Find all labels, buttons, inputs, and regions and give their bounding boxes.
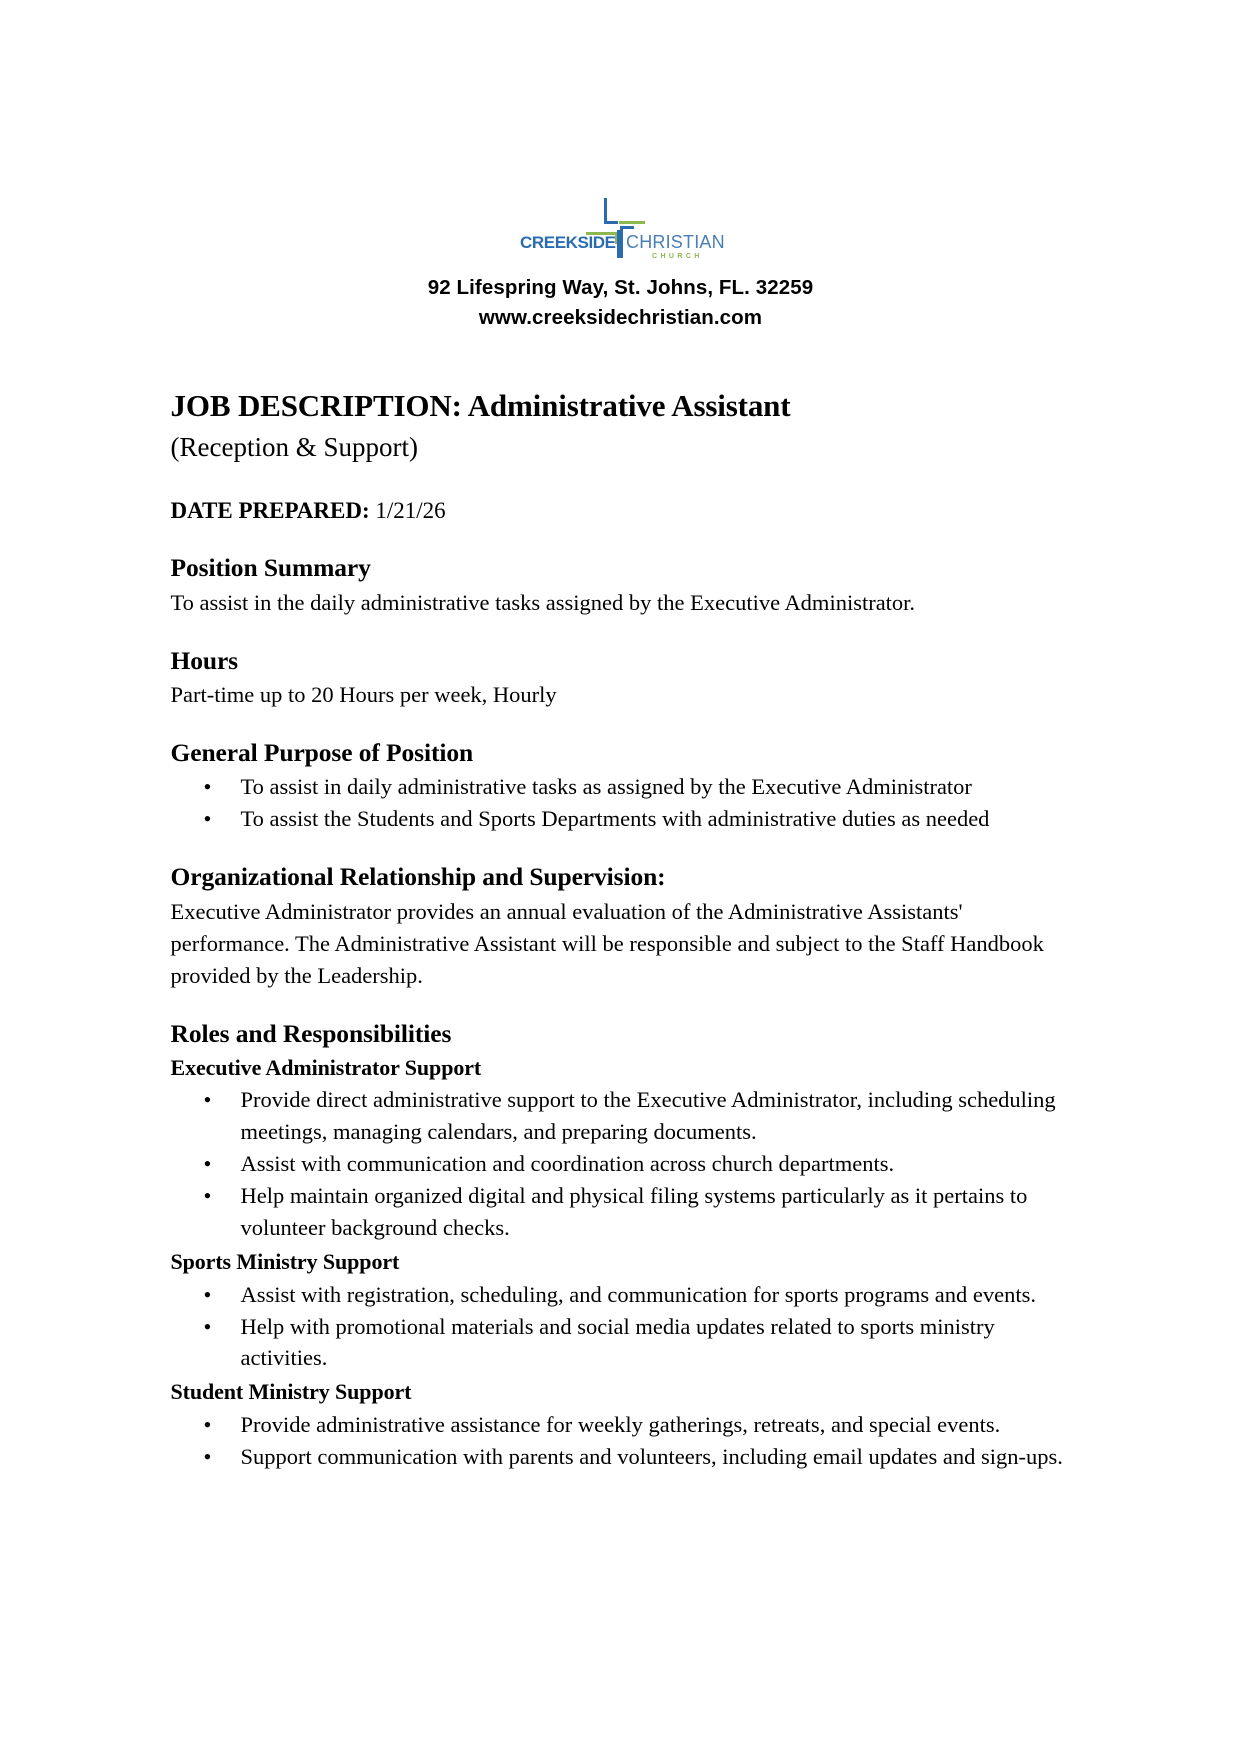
list-item-label: Help maintain organized digital and physical filing systems particularly as it pertains to volunteer background checks.	[240, 1183, 1028, 1241]
bullet-icon: •	[203, 806, 212, 832]
list-executive-administrator-support	[171, 1084, 1081, 1244]
list-item	[171, 1279, 1081, 1311]
bullet-icon: •	[203, 1183, 212, 1209]
heading-roles-responsibilities: Roles and Responsibilities	[170, 1018, 452, 1048]
subheading-sports-ministry-support: Sports Ministry Support	[170, 1248, 400, 1274]
svg-text:CHURCH: CHURCH	[651, 253, 703, 260]
list-item-label: Support communication with parents and volunteers, including email updates and sign-ups.	[240, 1443, 1063, 1469]
list-general-purpose	[171, 771, 1081, 835]
bullet-icon: •	[203, 1281, 212, 1307]
list-item	[171, 1084, 1081, 1148]
text-position-summary: To assist in the daily administrative tasks assigned by the Executive Administrator.	[170, 589, 916, 615]
church-address: 92 Lifespring Way, St. Johns, FL. 32259	[427, 276, 814, 299]
page-title: JOB DESCRIPTION: Administrative Assistant	[170, 388, 791, 424]
list-student-ministry-support	[171, 1409, 1081, 1473]
text-hours: Part-time up to 20 Hours per week, Hourly	[170, 682, 557, 708]
bullet-icon: •	[203, 774, 212, 800]
list-item	[171, 1311, 1081, 1375]
letterhead	[0, 0, 1241, 332]
svg-text:CHRISTIAN: CHRISTIAN	[625, 232, 725, 252]
date-prepared-value: 1/21/26	[375, 498, 446, 523]
svg-text:CREEKSIDE: CREEKSIDE	[519, 233, 616, 252]
church-logo	[516, 196, 726, 268]
list-sports-ministry-support	[171, 1279, 1081, 1375]
bullet-icon: •	[203, 1411, 212, 1437]
bullet-icon: •	[203, 1151, 212, 1177]
subheading-student-ministry-support: Student Ministry Support	[170, 1379, 412, 1405]
church-website: www.creeksidechristian.com	[478, 305, 763, 329]
bullet-icon: •	[203, 1313, 212, 1339]
date-prepared	[171, 497, 1081, 526]
list-item-label: Provide direct administrative support to the Executive Administrator, including scheduling meetings, managing calendars, and preparing documents.	[240, 1087, 1056, 1145]
list-item-label: Assist with communication and coordination across church departments.	[240, 1151, 895, 1177]
list-item-label: To assist in daily administrative tasks as assigned by the Executive Administrator	[240, 774, 972, 800]
heading-general-purpose: General Purpose of Position	[170, 738, 474, 768]
list-item-label: To assist the Students and Sports Departments with administrative duties as needed	[240, 806, 990, 832]
creekside-christian-church-logo-icon	[516, 196, 726, 262]
heading-org-relationship: Organizational Relationship and Supervision:	[170, 862, 666, 892]
subheading-executive-administrator-support: Executive Administrator Support	[170, 1054, 482, 1080]
heading-position-summary: Position Summary	[170, 552, 371, 582]
list-item-label: Help with promotional materials and social media updates related to sports ministry activities.	[240, 1313, 995, 1371]
text-org-relationship: Executive Administrator provides an annual evaluation of the Administrative Assistants' performance. The Administrative Assistant will be responsible and subject to the Staff Handbook provided by the Leadership.	[170, 899, 1044, 988]
list-item	[171, 1441, 1081, 1473]
bullet-icon: •	[203, 1087, 212, 1113]
list-item-label: Provide administrative assistance for weekly gatherings, retreats, and special events.	[240, 1411, 1001, 1437]
list-item	[171, 803, 1081, 835]
list-item	[171, 1148, 1081, 1180]
date-prepared-label: DATE PREPARED:	[170, 498, 370, 523]
heading-hours: Hours	[170, 645, 239, 675]
list-item	[171, 1180, 1081, 1244]
list-item-label: Assist with registration, scheduling, and communication for sports programs and events.	[240, 1281, 1036, 1307]
bullet-icon: •	[203, 1443, 212, 1469]
list-item	[171, 771, 1081, 803]
page-subtitle: (Reception & Support)	[170, 431, 418, 462]
document-body	[161, 388, 1081, 1473]
list-item	[171, 1409, 1081, 1441]
